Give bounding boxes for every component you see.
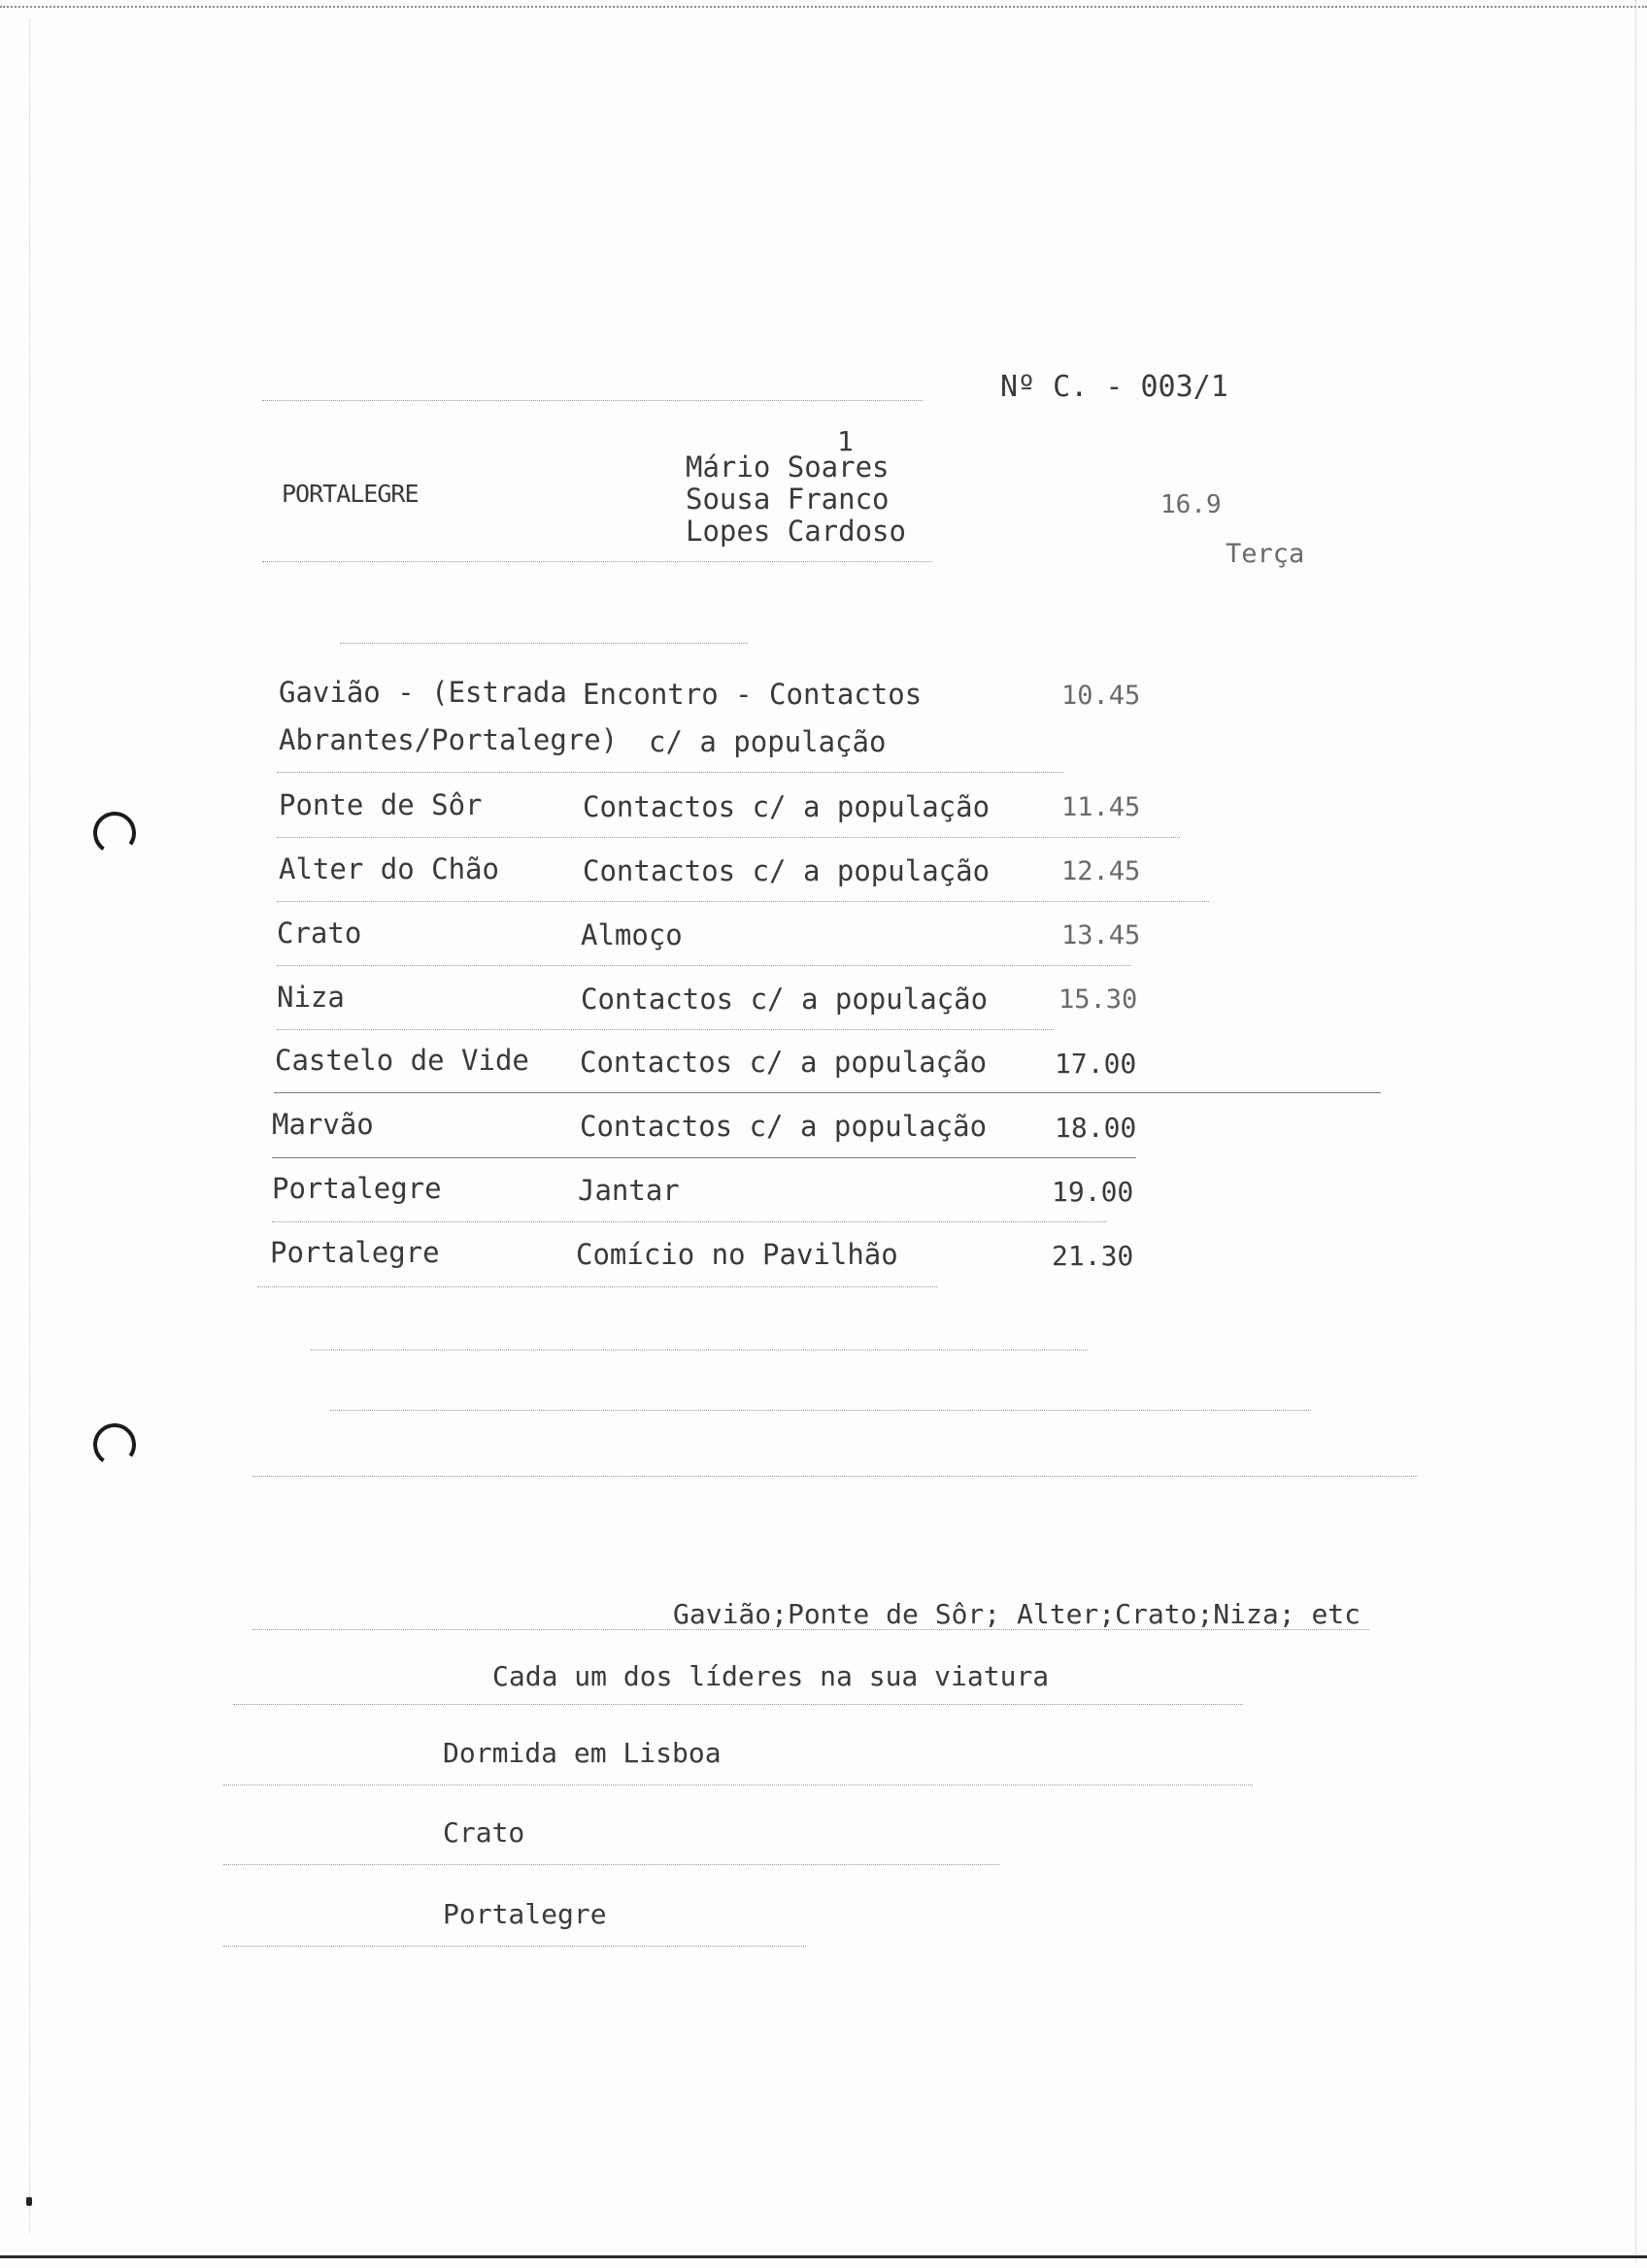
punch-hole-top xyxy=(90,809,140,858)
row-divider xyxy=(277,772,1063,773)
place-cell: Castelo de Vide xyxy=(275,1044,529,1077)
activity-cell: Comício no Pavilhão xyxy=(576,1238,898,1271)
activity-cell-continued: c/ a população xyxy=(649,725,887,758)
activity-cell: Contactos c/ a população xyxy=(583,854,991,887)
schedule-top-line xyxy=(340,643,748,644)
place-cell: Ponte de Sôr xyxy=(279,788,483,821)
blank-form-line xyxy=(252,1476,1418,1477)
activity-cell: Contactos c/ a população xyxy=(580,1110,988,1143)
participant-1: Mário Soares xyxy=(686,450,890,484)
towns-note: Gavião;Ponte de Sôr; Alter;Crato;Niza; etc xyxy=(673,1598,1361,1630)
notes-line xyxy=(233,1704,1243,1705)
row-divider xyxy=(277,837,1180,838)
place-cell: Niza xyxy=(277,981,345,1014)
date-value: 16.9 xyxy=(1160,490,1222,519)
place-cell: Crato xyxy=(277,917,362,950)
notes-line xyxy=(223,1864,1000,1865)
row-divider xyxy=(272,1157,1136,1158)
place-cell: Portalegre xyxy=(272,1172,442,1205)
punch-hole-bottom xyxy=(90,1420,140,1470)
scan-left-edge xyxy=(29,19,30,2233)
activity-cell: Contactos c/ a população xyxy=(580,1046,988,1079)
time-cell: 18.00 xyxy=(1055,1112,1137,1144)
time-cell: 13.45 xyxy=(1061,920,1141,951)
lodging-note: Dormida em Lisboa xyxy=(443,1737,722,1769)
notes-line xyxy=(223,1784,1253,1785)
place-cell: Marvão xyxy=(272,1108,374,1141)
row-divider xyxy=(272,1221,1107,1222)
time-cell: 17.00 xyxy=(1055,1048,1137,1080)
scan-bottom-edge xyxy=(0,2255,1647,2258)
blank-form-line xyxy=(311,1350,1088,1351)
lunch-place-note: Crato xyxy=(443,1817,525,1849)
place-cell: Portalegre xyxy=(270,1236,440,1269)
row-divider xyxy=(274,1092,1381,1093)
activity-cell: Encontro - Contactos xyxy=(583,678,923,711)
row-divider xyxy=(257,1286,937,1287)
page-number: 1 xyxy=(837,425,854,457)
activity-cell: Contactos c/ a população xyxy=(581,983,989,1016)
time-cell: 11.45 xyxy=(1061,792,1141,822)
time-cell: 10.45 xyxy=(1061,681,1141,711)
time-cell: 19.00 xyxy=(1052,1176,1134,1208)
time-cell: 12.45 xyxy=(1061,856,1141,886)
activity-cell: Jantar xyxy=(578,1174,680,1207)
dinner-place-note: Portalegre xyxy=(443,1898,607,1930)
header-bottom-line xyxy=(262,561,932,562)
row-divider xyxy=(277,965,1131,966)
header-form-line xyxy=(262,400,923,401)
notes-line xyxy=(252,1629,1369,1630)
document-number: Nº C. - 003/1 xyxy=(1000,370,1228,404)
region-label: PORTALEGRE xyxy=(282,480,419,508)
time-cell: 15.30 xyxy=(1059,984,1138,1015)
scan-right-edge xyxy=(1635,0,1636,2262)
blank-form-line xyxy=(330,1410,1311,1411)
activity-cell: Almoço xyxy=(581,918,683,951)
weekday-value: Terça xyxy=(1226,539,1305,569)
place-cell: Gavião - (Estrada xyxy=(279,676,567,709)
activity-cell: Contactos c/ a população xyxy=(583,790,991,823)
time-cell: 21.30 xyxy=(1052,1240,1134,1272)
place-cell-continued: Abrantes/Portalegre) xyxy=(279,723,619,756)
notes-line xyxy=(223,1946,806,1947)
row-divider xyxy=(277,1029,1054,1030)
participant-2: Sousa Franco xyxy=(686,483,890,516)
row-divider xyxy=(277,901,1209,902)
participant-3: Lopes Cardoso xyxy=(686,515,906,548)
scan-top-edge xyxy=(0,6,1647,8)
ink-speck xyxy=(26,2197,32,2206)
place-cell: Alter do Chão xyxy=(279,852,499,885)
transport-note: Cada um dos líderes na sua viatura xyxy=(492,1660,1050,1692)
